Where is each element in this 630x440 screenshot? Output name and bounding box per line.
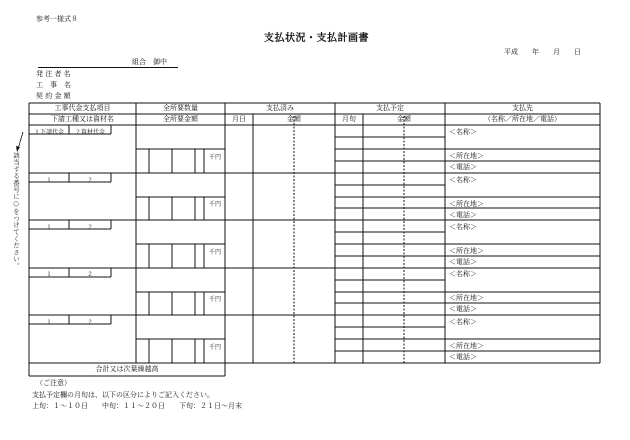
payee-phone-label: ＜電話＞	[449, 163, 477, 171]
addressee-suffix: 組合 御中	[132, 58, 167, 66]
unit-label: 千円	[209, 249, 222, 256]
unit-label: 千円	[209, 344, 222, 351]
header-item-sub: 下請工種又は資材名	[51, 115, 114, 123]
total-label: 合計又は次葉繰越高	[95, 365, 159, 373]
header-total-amount: 全所要金額	[163, 115, 198, 123]
contract-amount-label: 契 約 金 額	[36, 92, 71, 100]
option-1[interactable]: １	[45, 177, 52, 184]
header-payee: 支払先	[512, 104, 533, 112]
header-payee-sub: （名称／所在地／電話）	[484, 115, 561, 123]
payee-phone-label: ＜電話＞	[449, 211, 477, 219]
header-paid: 支払済み	[266, 104, 294, 112]
notes-heading: （ご注意）	[36, 379, 71, 387]
form-reference: 参考一様式８	[36, 15, 78, 23]
notes-line-1: 支払予定欄の月旬は、以下の区分によりご記入ください。	[32, 391, 214, 399]
payee-name-label: ＜名称＞	[449, 270, 477, 278]
option-1[interactable]: １	[45, 271, 52, 278]
project-name-label: 工 事 名	[36, 81, 71, 89]
document-title: 支払状況・支払計画書	[264, 33, 369, 44]
option-2[interactable]: ２	[86, 177, 93, 184]
payee-address-label: ＜所在地＞	[449, 200, 484, 208]
payee-phone-label: ＜電話＞	[449, 258, 477, 266]
header-planned-amount: 金額	[397, 115, 411, 123]
option-2[interactable]: ２	[86, 224, 93, 231]
client-name-label: 発 注 者 名	[36, 70, 71, 78]
header-planned: 支払予定	[376, 104, 404, 112]
header-total-quantity: 全所要数量	[163, 104, 198, 112]
payee-name-label: ＜名称＞	[449, 223, 477, 231]
side-instruction: 該当する番号に○をつけてください。	[12, 152, 20, 270]
unit-label: 千円	[209, 296, 222, 303]
payee-address-label: ＜所在地＞	[449, 294, 484, 302]
option-materials[interactable]: ２資材代金	[74, 129, 105, 136]
payee-phone-label: ＜電話＞	[449, 305, 477, 313]
payee-address-label: ＜所在地＞	[449, 247, 484, 255]
payee-phone-label: ＜電話＞	[449, 353, 477, 361]
payee-name-label: ＜名称＞	[449, 176, 477, 184]
payee-address-label: ＜所在地＞	[449, 342, 484, 350]
option-2[interactable]: ２	[86, 271, 93, 278]
notes-line-2: 上旬：１～１０日 中旬：１１～２０日 下旬：２１日～月末	[32, 402, 242, 410]
header-paid-amount: 金額	[287, 115, 301, 123]
option-subcontract[interactable]: １下請代金	[33, 129, 64, 136]
unit-label: 千円	[209, 154, 222, 161]
header-paid-date: 月日	[232, 115, 246, 123]
payee-address-label: ＜所在地＞	[449, 152, 484, 160]
header-payment-item: 工事代金支払項目	[54, 104, 111, 112]
payee-name-label: ＜名称＞	[449, 128, 477, 136]
header-planned-period: 月旬	[342, 115, 356, 123]
option-2[interactable]: ２	[86, 319, 93, 326]
option-1[interactable]: １	[45, 319, 52, 326]
unit-label: 千円	[209, 201, 222, 208]
option-1[interactable]: １	[45, 224, 52, 231]
payee-name-label: ＜名称＞	[449, 318, 477, 326]
date-line: 平成 年 月 日	[504, 48, 581, 56]
